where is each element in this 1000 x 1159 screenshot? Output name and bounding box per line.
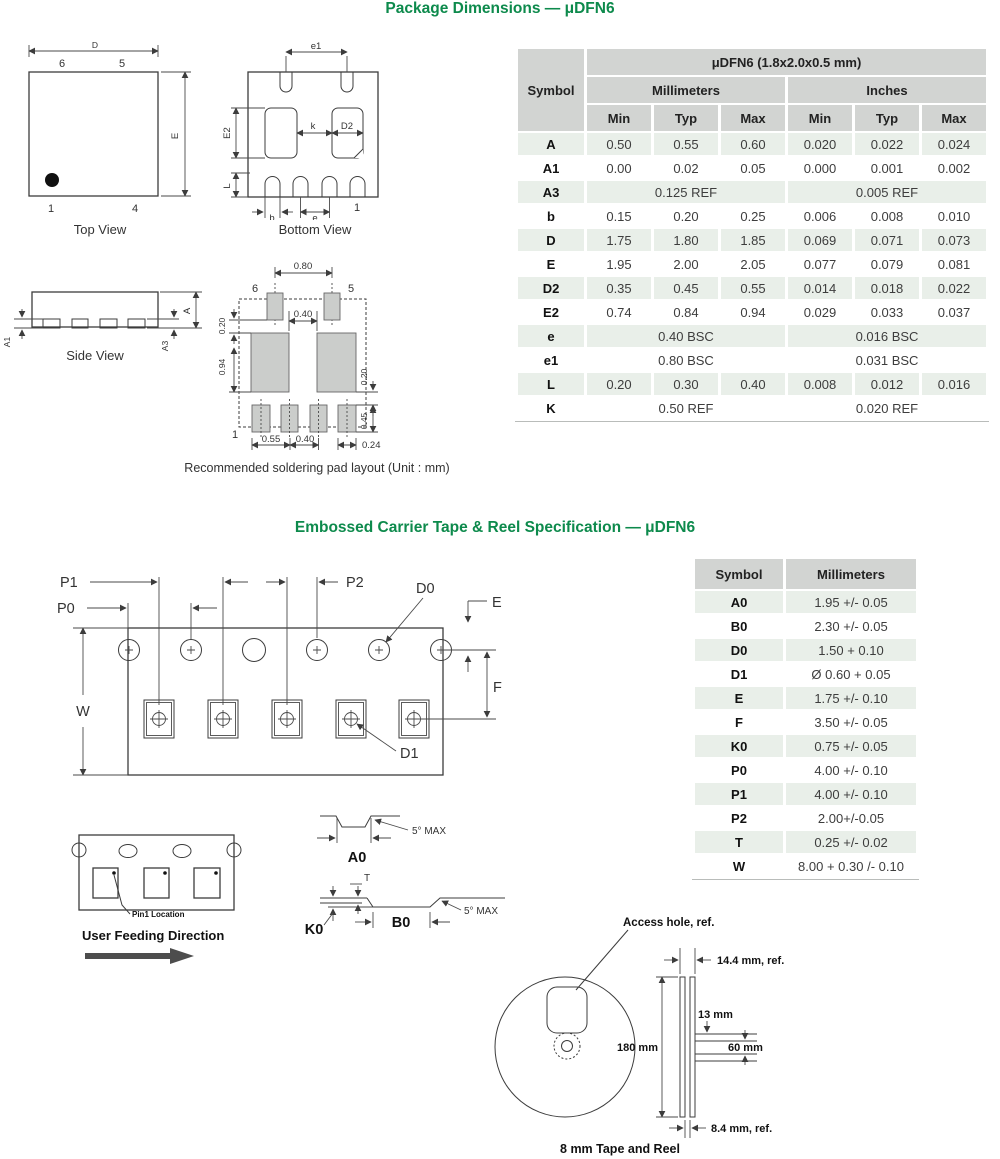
dim-k — [297, 121, 332, 133]
value-cell: 0.018 — [855, 277, 919, 299]
dim-label-A0: A0 — [347, 850, 367, 866]
pad-layout-caption: Recommended soldering pad layout (Unit : mm) — [184, 461, 450, 475]
pin1-dot — [214, 871, 218, 875]
pin1-indicator-dot — [45, 173, 59, 187]
value-cell: 2.00 — [654, 253, 718, 275]
value-cell: 4.00 +/- 0.10 — [786, 783, 916, 805]
dim-label-K0: K0 — [304, 922, 324, 938]
pad-layout-drawing — [215, 255, 415, 460]
dim-label-W: W — [76, 704, 90, 720]
min-header: Min — [587, 105, 651, 131]
pin1-label: 1 — [47, 203, 55, 215]
dim-label-024: 0.24 — [362, 440, 381, 451]
value-cell: 0.031 BSC — [788, 349, 986, 371]
pin6-label: 6 — [251, 283, 259, 295]
table-row — [518, 277, 986, 299]
table-row — [518, 181, 986, 203]
table-header-row — [695, 559, 916, 589]
dim-E2 — [222, 108, 265, 158]
package-body — [32, 292, 158, 327]
symbol-cell: E — [518, 253, 584, 275]
dim-label-020r: 0.20 — [359, 368, 369, 386]
value-cell: 1.50 + 0.10 — [786, 639, 916, 661]
mm-header: Millimeters — [587, 77, 785, 103]
carrier-tape-drawing — [40, 555, 510, 805]
value-cell: 0.008 — [788, 373, 852, 395]
value-cell: 0.022 — [922, 277, 986, 299]
feeding-arrow — [85, 948, 194, 964]
symbol-cell: A1 — [518, 157, 584, 179]
dim-label-A3: A3 — [160, 340, 170, 352]
dim-label-020l: 0.20 — [217, 317, 227, 335]
reel-side-view — [617, 948, 784, 1138]
group-header: μDFN6 (1.8x2.0x0.5 mm) — [587, 49, 986, 75]
solder-pad — [267, 293, 283, 320]
value-cell: 0.016 — [922, 373, 986, 395]
symbol-cell: T — [695, 831, 783, 853]
value-cell: 0.05 — [721, 157, 785, 179]
solder-pad-large — [251, 333, 289, 392]
hub-circle — [554, 1033, 580, 1059]
dim-label-040t: 0.40 — [293, 309, 313, 320]
table-header-row — [518, 77, 986, 103]
symbol-cell: D0 — [695, 639, 783, 661]
symbol-cell: P2 — [695, 807, 783, 829]
dim-label-A: A — [182, 307, 193, 315]
dim-D2 — [332, 121, 363, 133]
value-cell: 0.50 REF — [587, 397, 785, 419]
dim-label-b: b — [269, 213, 275, 220]
symbol-cell: e — [518, 325, 584, 347]
table-row — [695, 591, 916, 613]
section2-title: Embossed Carrier Tape & Reel Specification — μDFN6 — [294, 519, 696, 536]
value-cell: 8.00 + 0.30 /- 0.10 — [786, 855, 916, 877]
symbol-cell: D2 — [518, 277, 584, 299]
top-pad — [280, 72, 292, 92]
value-cell: 0.15 — [587, 205, 651, 227]
bottom-pad — [322, 177, 337, 198]
top-view-drawing — [15, 40, 215, 220]
value-cell: 2.00+/-0.05 — [786, 807, 916, 829]
value-cell: 0.033 — [855, 301, 919, 323]
dim-label-E: E — [170, 132, 181, 140]
value-cell: 0.75 +/- 0.05 — [786, 735, 916, 757]
symbol-cell: b — [518, 205, 584, 227]
sprocket-holes — [119, 639, 452, 662]
table-row — [695, 759, 916, 781]
angle-label-1: 5° MAX — [412, 826, 447, 837]
top-pad — [341, 72, 353, 92]
dim-label-094: 0.94 — [217, 358, 227, 376]
value-cell: 0.50 — [587, 133, 651, 155]
dim-label-E2: E2 — [222, 127, 233, 139]
sprocket-hole — [173, 845, 191, 858]
bottom-view-drawing — [220, 40, 420, 220]
symbol-cell: P0 — [695, 759, 783, 781]
pin5-label: 5 — [118, 58, 126, 70]
dim-label-L: L — [222, 183, 233, 189]
symbol-cell: E2 — [518, 301, 584, 323]
symbol-header: Symbol — [695, 559, 783, 589]
dim-label-080: 0.80 — [293, 261, 313, 272]
value-cell: 0.94 — [721, 301, 785, 323]
value-cell: 0.077 — [788, 253, 852, 275]
table-row — [518, 229, 986, 251]
table-row — [695, 687, 916, 709]
top-view-caption: Top View — [73, 222, 127, 237]
symbol-cell: F — [695, 711, 783, 733]
symbol-cell: D — [518, 229, 584, 251]
value-cell: 4.00 +/- 0.10 — [786, 759, 916, 781]
pin5-label: 5 — [347, 283, 355, 295]
value-cell: 3.50 +/- 0.05 — [786, 711, 916, 733]
dim-label-e: e — [312, 213, 318, 220]
value-cell: 0.35 — [587, 277, 651, 299]
dim-label-14-4: 14.4 mm, ref. — [717, 955, 785, 967]
dim-040-bottom — [290, 434, 319, 445]
symbol-cell: A0 — [695, 591, 783, 613]
value-cell: 0.069 — [788, 229, 852, 251]
dim-P2 — [266, 575, 364, 591]
value-cell: 1.85 — [721, 229, 785, 251]
dim-label-k: k — [310, 121, 316, 132]
dim-094 — [217, 348, 251, 392]
dim-P1 — [60, 575, 248, 591]
pin1-dot — [163, 871, 167, 875]
symbol-cell: E — [695, 687, 783, 709]
dim-024 — [338, 440, 381, 451]
dim-A3 — [147, 309, 179, 351]
value-cell: 0.006 — [788, 205, 852, 227]
dim-label-13: 13 mm — [698, 1009, 733, 1021]
angle-label-2: 5° MAX — [464, 906, 499, 917]
value-cell: 0.022 — [855, 133, 919, 155]
value-cell: 0.02 — [654, 157, 718, 179]
symbol-header: Symbol — [518, 49, 584, 131]
symbol-cell: L — [518, 373, 584, 395]
table-row — [695, 639, 916, 661]
max-header: Max — [922, 105, 986, 131]
dim-label-D2: D2 — [340, 121, 354, 132]
table-header-row — [518, 49, 986, 75]
value-cell: 0.30 — [654, 373, 718, 395]
value-cell: 0.029 — [788, 301, 852, 323]
dim-D — [29, 40, 158, 57]
dim-label-E: E — [492, 595, 502, 611]
dim-E — [468, 595, 502, 672]
dim-label-P1: P1 — [60, 575, 78, 591]
value-cell: Ø 0.60 + 0.05 — [786, 663, 916, 685]
pin1-label: 1 — [231, 429, 239, 441]
tape-reel-table — [692, 557, 919, 880]
dim-label-040b: 0.40 — [295, 434, 315, 445]
value-cell: 2.05 — [721, 253, 785, 275]
dim-label-T: T — [364, 873, 371, 884]
table-row — [518, 373, 986, 395]
value-cell: 0.80 BSC — [587, 349, 785, 371]
value-cell: 2.30 +/- 0.05 — [786, 615, 916, 637]
value-cell: 0.25 — [721, 205, 785, 227]
reel-drawing — [480, 890, 810, 1159]
dim-P0 — [57, 601, 217, 617]
dim-label-055: 0.55 — [261, 434, 281, 445]
value-cell: 0.008 — [855, 205, 919, 227]
symbol-cell: A — [518, 133, 584, 155]
symbol-cell: D1 — [695, 663, 783, 685]
dim-045 — [356, 405, 378, 432]
in-header: Inches — [788, 77, 986, 103]
table-row — [518, 349, 986, 371]
dim-label-D: D — [91, 40, 99, 50]
value-cell: 0.55 — [654, 133, 718, 155]
pin1-location-label: Pin1 Location — [132, 910, 185, 919]
table-row — [518, 397, 986, 419]
value-cell: 0.74 — [587, 301, 651, 323]
dim-055 — [252, 434, 290, 445]
dim-E — [161, 72, 191, 196]
value-cell: 0.00 — [587, 157, 651, 179]
max-header: Max — [721, 105, 785, 131]
value-cell: 0.55 — [721, 277, 785, 299]
dim-e — [301, 212, 330, 220]
solder-pad — [324, 293, 340, 320]
dim-label-P2: P2 — [346, 575, 364, 591]
symbol-cell: K0 — [695, 735, 783, 757]
feeding-direction-label: User Feeding Direction — [82, 928, 225, 943]
table-row — [518, 253, 986, 275]
symbol-cell: e1 — [518, 349, 584, 371]
value-cell: 0.20 — [587, 373, 651, 395]
symbol-cell: A3 — [518, 181, 584, 203]
value-cell: 0.071 — [855, 229, 919, 251]
dim-label-D1: D1 — [400, 746, 419, 762]
dim-label-e1: e1 — [310, 41, 322, 52]
dim-b — [252, 212, 293, 220]
value-cell: 0.84 — [654, 301, 718, 323]
a0-section — [317, 816, 446, 866]
table-row — [518, 325, 986, 347]
value-cell: 0.079 — [855, 253, 919, 275]
value-cell: 0.010 — [922, 205, 986, 227]
table-row — [695, 663, 916, 685]
dim-label-60: 60 mm — [728, 1042, 763, 1054]
value-cell: 0.002 — [922, 157, 986, 179]
symbol-cell: P1 — [695, 783, 783, 805]
table-row — [695, 615, 916, 637]
typ-header: Typ — [855, 105, 919, 131]
reel-flange — [495, 977, 635, 1117]
value-cell: 1.80 — [654, 229, 718, 251]
value-cell: 1.75 — [587, 229, 651, 251]
reel-caption: 8 mm Tape and Reel — [560, 1142, 680, 1156]
mm-header: Millimeters — [786, 559, 916, 589]
table-row — [695, 783, 916, 805]
sprocket-hole — [119, 845, 137, 858]
table-header-row — [518, 105, 986, 131]
table-row — [518, 133, 986, 155]
value-cell: 1.95 +/- 0.05 — [786, 591, 916, 613]
dim-e1 — [286, 41, 347, 52]
section1-title: Package Dimensions — μDFN6 — [385, 0, 615, 17]
table-row — [695, 711, 916, 733]
dim-020-right — [356, 368, 378, 416]
package-dimensions-table — [515, 47, 989, 422]
value-cell: 0.016 BSC — [788, 325, 986, 347]
value-cell: 0.020 — [788, 133, 852, 155]
dim-label-P0: P0 — [57, 601, 75, 617]
value-cell: 1.95 — [587, 253, 651, 275]
value-cell: 0.25 +/- 0.02 — [786, 831, 916, 853]
access-hole — [547, 987, 587, 1033]
dim-label-A1: A1 — [2, 336, 12, 348]
value-cell: 0.40 BSC — [587, 325, 785, 347]
value-cell: 0.20 — [654, 205, 718, 227]
tape-pockets — [144, 700, 429, 738]
pin1-label: 1 — [353, 202, 361, 214]
hub-center — [562, 1041, 573, 1052]
value-cell: 0.014 — [788, 277, 852, 299]
pin6-label: 6 — [58, 58, 66, 70]
dim-080 — [275, 261, 332, 278]
symbol-cell: K — [518, 397, 584, 419]
table-row — [695, 735, 916, 757]
value-cell: 0.073 — [922, 229, 986, 251]
dim-label-D0: D0 — [416, 581, 435, 597]
typ-header: Typ — [654, 105, 718, 131]
value-cell: 0.125 REF — [587, 181, 785, 203]
dim-label-180: 180 mm — [617, 1042, 658, 1054]
dim-label-F: F — [493, 680, 502, 696]
table-row — [695, 807, 916, 829]
dim-F — [487, 652, 502, 717]
value-cell: 0.60 — [721, 133, 785, 155]
value-cell: 0.45 — [654, 277, 718, 299]
k0-b0-section — [305, 873, 505, 938]
value-cell: 0.012 — [855, 373, 919, 395]
solder-pad-large — [317, 333, 356, 392]
side-view-caption: Side View — [66, 348, 124, 363]
table-row — [518, 301, 986, 323]
tape-outline — [128, 628, 443, 775]
side-view-drawing — [0, 268, 210, 380]
dim-L — [222, 173, 250, 197]
bottom-pad — [350, 177, 365, 198]
bottom-pad — [265, 177, 280, 197]
table-row — [518, 205, 986, 227]
bottom-view-caption: Bottom View — [278, 222, 352, 237]
dim-label-B0: B0 — [391, 915, 411, 931]
table-row — [695, 855, 916, 877]
pin4-label: 4 — [131, 203, 139, 215]
dim-040-top — [289, 309, 317, 331]
thermal-pad-left — [265, 108, 297, 158]
dim-W — [76, 628, 90, 775]
bottom-pad — [293, 177, 308, 198]
value-cell: 0.005 REF — [788, 181, 986, 203]
pin1-dot — [112, 871, 116, 875]
value-cell: 0.024 — [922, 133, 986, 155]
tape-segment — [79, 835, 234, 910]
value-cell: 1.75 +/- 0.10 — [786, 687, 916, 709]
dim-label-8-4: 8.4 mm, ref. — [711, 1123, 773, 1135]
access-hole-label: Access hole, ref. — [623, 917, 715, 929]
table-row — [518, 157, 986, 179]
value-cell: 0.001 — [855, 157, 919, 179]
value-cell: 0.037 — [922, 301, 986, 323]
symbol-cell: W — [695, 855, 783, 877]
value-cell: 0.081 — [922, 253, 986, 275]
dim-A — [147, 292, 202, 328]
dim-D0 — [386, 581, 435, 642]
dim-label-045: 0.45 — [359, 412, 369, 430]
value-cell: 0.40 — [721, 373, 785, 395]
symbol-cell: B0 — [695, 615, 783, 637]
feeding-direction-drawing — [60, 810, 305, 970]
value-cell: 0.020 REF — [788, 397, 986, 419]
value-cell: 0.000 — [788, 157, 852, 179]
table-row — [695, 831, 916, 853]
min-header: Min — [788, 105, 852, 131]
